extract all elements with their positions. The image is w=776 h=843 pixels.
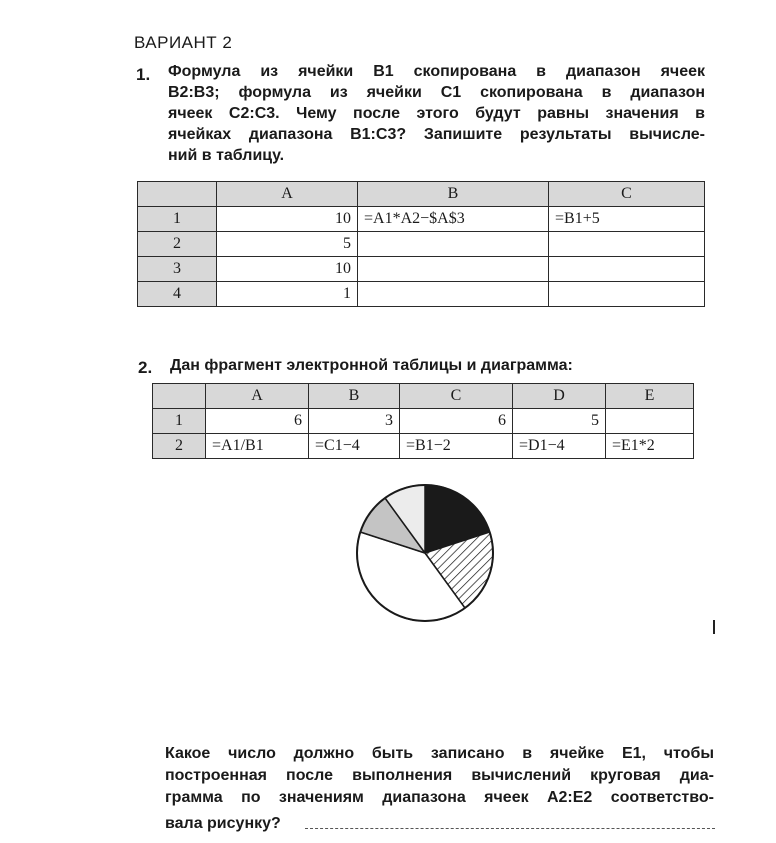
- cell-b1[interactable]: 3: [309, 409, 400, 434]
- q1-line-5: ний в таблицу.: [168, 147, 285, 164]
- q2-col-header-b: B: [309, 384, 400, 409]
- row-header: 3: [138, 257, 217, 282]
- cell-d1[interactable]: 5: [513, 409, 606, 434]
- pie-chart: [350, 478, 500, 628]
- q1-line-1: Формула из ячейки B1 скопирована в диапазон ячеек: [168, 63, 705, 80]
- q1-line-2: B2:B3; формула из ячейки C1 скопирована в диапазон: [168, 84, 705, 101]
- q2-col-header-a: A: [206, 384, 309, 409]
- cell-a1[interactable]: 6: [206, 409, 309, 434]
- q2-line-1: Какое число должно быть записано в ячейке E1, чтобы: [165, 745, 714, 762]
- cell-b3[interactable]: [358, 257, 549, 282]
- q2-line-4: вала рисунку?: [165, 815, 281, 832]
- q2-col-header-d: D: [513, 384, 606, 409]
- q2-header-row: [153, 384, 694, 409]
- q1-corner-cell: [138, 182, 217, 207]
- table-row: [153, 434, 694, 459]
- cell-b4[interactable]: [358, 282, 549, 307]
- cell-c2[interactable]: =B1−2: [400, 434, 513, 459]
- q1-col-header-c: C: [549, 182, 705, 207]
- question-2-intro: Дан фрагмент электронной таблицы и диаграмма:: [170, 357, 573, 374]
- question-2-number: 2.: [138, 358, 153, 377]
- answer-line[interactable]: [305, 828, 715, 829]
- cell-e1[interactable]: [606, 409, 694, 434]
- question-1-number: 1.: [136, 65, 151, 84]
- cell-b1[interactable]: =A1*A2−$A$3: [358, 207, 549, 232]
- table-row: [138, 232, 705, 257]
- row-header: 1: [153, 409, 206, 434]
- margin-mark: [713, 620, 715, 634]
- q2-spreadsheet: [152, 383, 694, 459]
- cell-c1[interactable]: =B1+5: [549, 207, 705, 232]
- cell-a2[interactable]: =A1/B1: [206, 434, 309, 459]
- cell-c1[interactable]: 6: [400, 409, 513, 434]
- cell-c4[interactable]: [549, 282, 705, 307]
- row-header: 4: [138, 282, 217, 307]
- row-header: 2: [138, 232, 217, 257]
- cell-b2[interactable]: [358, 232, 549, 257]
- cell-b2[interactable]: =C1−4: [309, 434, 400, 459]
- table-row: [153, 409, 694, 434]
- cell-a4[interactable]: 1: [217, 282, 358, 307]
- variant-title: ВАРИАНТ 2: [134, 33, 233, 52]
- row-header: 2: [153, 434, 206, 459]
- cell-a2[interactable]: 5: [217, 232, 358, 257]
- q1-line-4: ячейках диапазона B1:C3? Запишите результаты вычисле-: [168, 126, 705, 143]
- q1-col-header-b: B: [358, 182, 549, 207]
- cell-c3[interactable]: [549, 257, 705, 282]
- q1-spreadsheet: [137, 181, 705, 307]
- cell-a3[interactable]: 10: [217, 257, 358, 282]
- table-row: [138, 207, 705, 232]
- q2-col-header-e: E: [606, 384, 694, 409]
- q1-header-row: [138, 182, 705, 207]
- row-header: 1: [138, 207, 217, 232]
- q2-line-2: построенная после выполнения вычислений круговая диа-: [165, 767, 714, 784]
- cell-e2[interactable]: =E1*2: [606, 434, 694, 459]
- q1-col-header-a: A: [217, 182, 358, 207]
- cell-c2[interactable]: [549, 232, 705, 257]
- table-row: [138, 282, 705, 307]
- q2-corner-cell: [153, 384, 206, 409]
- cell-a1[interactable]: 10: [217, 207, 358, 232]
- q2-col-header-c: C: [400, 384, 513, 409]
- cell-d2[interactable]: =D1−4: [513, 434, 606, 459]
- q2-line-3: грамма по значениям диапазона ячеек A2:E2 соответство-: [165, 789, 714, 806]
- q1-line-3: ячеек C2:C3. Чему после этого будут равны значения в: [168, 105, 705, 122]
- table-row: [138, 257, 705, 282]
